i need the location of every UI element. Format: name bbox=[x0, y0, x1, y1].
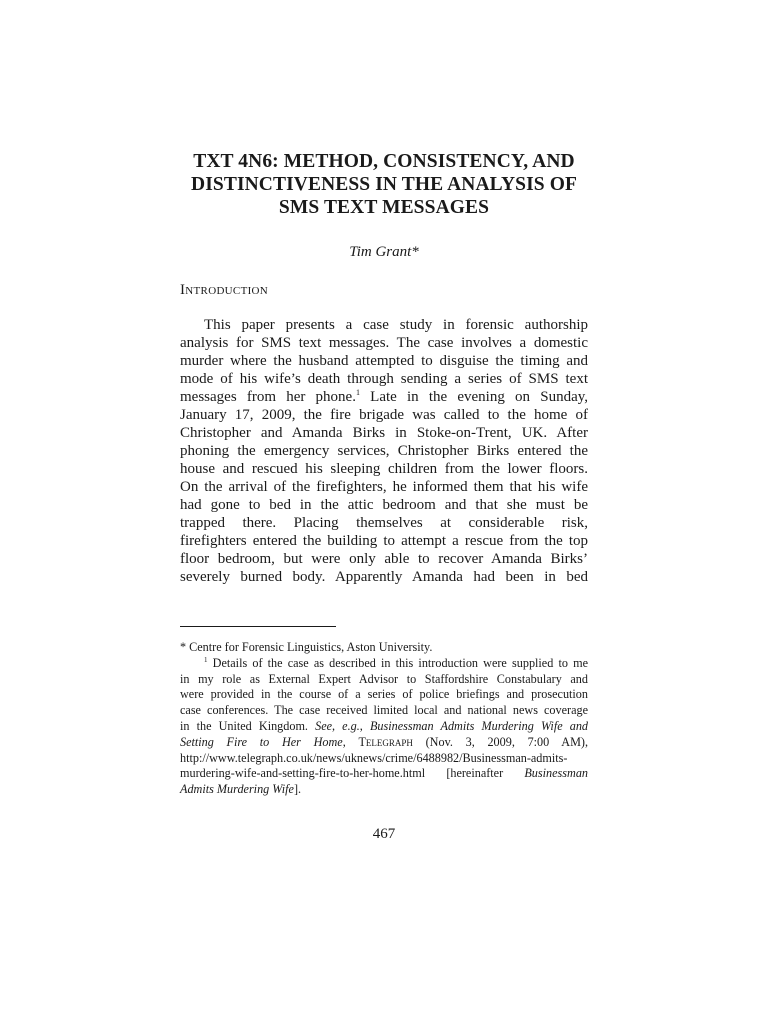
author-name: Tim Grant* bbox=[349, 244, 419, 260]
footnote-closing: ]. bbox=[293, 782, 302, 797]
paragraph-line: murder where the husband attempted to disguise the timing and bbox=[180, 353, 588, 369]
footnotes bbox=[180, 640, 588, 798]
footnote-text: Details of the case as described in this introduction were supplied to me bbox=[212, 655, 588, 670]
page-number: 467 bbox=[372, 826, 396, 842]
paragraph-line: floor bedroom, but were only able to recover Amanda Birks’ bbox=[180, 551, 588, 567]
paragraph-line-tail: Late in the evening on Sunday, bbox=[370, 389, 589, 405]
title-line-2: DISTINCTIVENESS IN THE ANALYSIS OF bbox=[191, 174, 577, 195]
source-url-continued[interactable]: murdering-wife-and-setting-fire-to-her-home.html bbox=[180, 766, 426, 781]
article-page bbox=[180, 150, 588, 586]
paragraph-line: had gone to bed in the attic bedroom and that she must be bbox=[180, 497, 588, 513]
paragraph-line: analysis for SMS text messages. The case involves a domestic bbox=[180, 335, 588, 351]
title-line-3: SMS TEXT MESSAGES bbox=[278, 197, 490, 218]
footnote-separator bbox=[180, 626, 336, 627]
footnote-1-mark: 1 bbox=[204, 655, 208, 664]
footnote-1-line: in my role as External Expert Advisor to Staffordshire Constabulary and bbox=[180, 671, 588, 686]
footnote-1-line: case conferences. The case received limited local and national news coverage bbox=[180, 703, 588, 718]
paragraph-line: mode of his wife’s death through sending a series of SMS text bbox=[180, 371, 588, 387]
publication-name: Telegraph bbox=[358, 734, 413, 749]
source-title: Businessman Admits Murdering Wife and bbox=[369, 718, 589, 733]
footnote-1-line: Setting Fire to Her Home, Telegraph (Nov. 3, 2009, 7:00 AM), bbox=[180, 734, 589, 749]
footnote-1-line bbox=[180, 766, 588, 782]
source-title: Setting Fire to Her Home bbox=[180, 734, 343, 749]
paragraph-line: phoning the emergency services, Christopher Birks entered the bbox=[180, 443, 588, 459]
intro-paragraph bbox=[180, 316, 588, 586]
paragraph-line: house and rescued his sleeping children from the lower floors. bbox=[180, 461, 588, 477]
paragraph-line: severely burned body. Apparently Amanda had been in bed bbox=[180, 569, 588, 585]
footnote-1-line bbox=[180, 782, 588, 798]
short-title: Businessman bbox=[524, 766, 589, 781]
paragraph-line-head: messages from her phone. bbox=[180, 389, 356, 405]
section-heading: Introduction bbox=[180, 282, 269, 298]
author-affiliation-note: * Centre for Forensic Linguistics, Aston University. bbox=[180, 640, 433, 654]
paragraph-line: This paper presents a case study in forensic authorship bbox=[204, 317, 588, 333]
source-url[interactable]: http://www.telegraph.co.uk/news/uknews/crime/6488982/Businessman-admits- bbox=[180, 750, 568, 765]
footnote-1-line bbox=[180, 656, 588, 672]
hereinafter-label: [hereinafter bbox=[446, 766, 504, 781]
paragraph-line: January 17, 2009, the fire brigade was called to the home of bbox=[180, 407, 588, 423]
paragraph-line: firefighters entered the building to attempt a rescue from the top bbox=[180, 533, 588, 549]
paragraph-line: On the arrival of the firefighters, he informed them that his wife bbox=[180, 479, 588, 495]
citation-signal: See, e.g. bbox=[315, 718, 360, 733]
short-title: Admits Murdering Wife bbox=[180, 782, 294, 797]
paragraph-line: Christopher and Amanda Birks in Stoke-on-Trent, UK. After bbox=[180, 425, 588, 441]
paragraph-line-with-footnote bbox=[180, 388, 588, 406]
footnote-reference[interactable]: 1 bbox=[355, 388, 360, 397]
article-title bbox=[180, 150, 588, 219]
footnote-text: in the United Kingdom. bbox=[180, 718, 308, 733]
footnote-1-line: were provided in the course of a series of police briefings and prosecution bbox=[180, 687, 588, 702]
paragraph-line: trapped there. Placing themselves at considerable risk, bbox=[180, 515, 588, 531]
publication-date: (Nov. 3, 2009, 7:00 AM), bbox=[425, 734, 589, 749]
footnote-1-line: in the United Kingdom. See, e.g., Businessman Admits Murdering Wife and bbox=[180, 718, 589, 733]
title-line-1: TXT 4N6: METHOD, CONSISTENCY, AND bbox=[193, 151, 575, 172]
